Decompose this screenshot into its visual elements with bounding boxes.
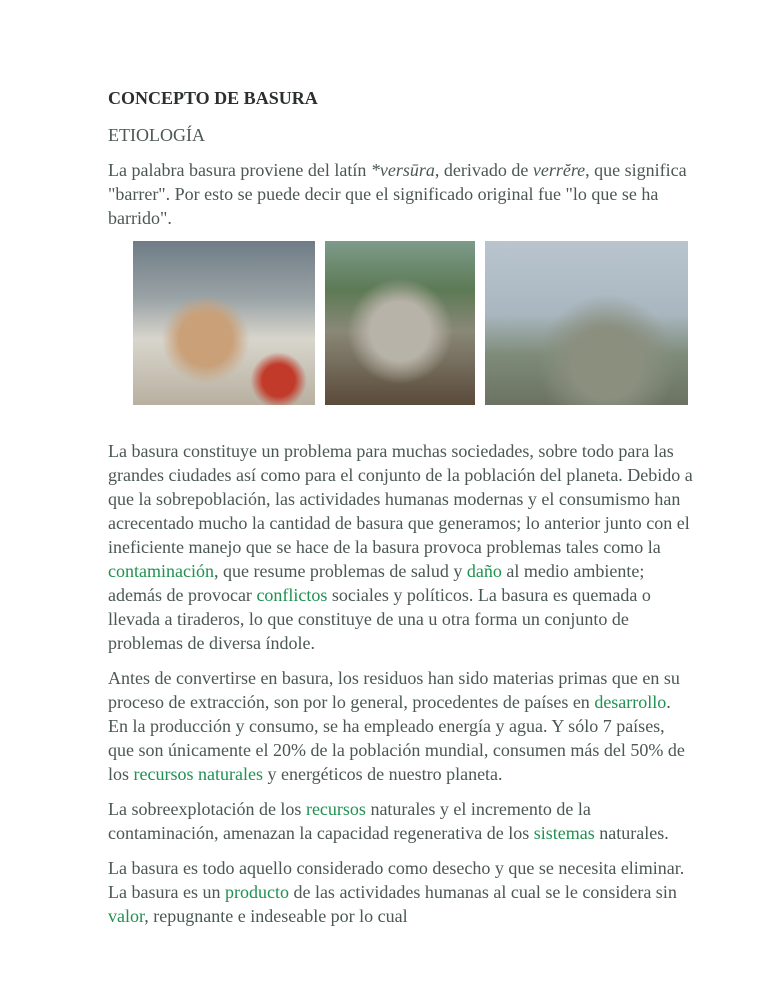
paragraph <box>108 797 694 845</box>
paragraph <box>108 856 694 928</box>
text-segment: La basura es todo aquello considerado como desecho y que se necesita eliminar. La basura es un <box>108 858 685 902</box>
link-sistemas[interactable]: sistemas <box>533 823 595 843</box>
text-segment: sociales y políticos. La basura es quemada o llevada a tiraderos, lo que constituye de una u otra forma un conjunto de problemas de diversa índole. <box>108 585 651 653</box>
image-row <box>108 241 694 427</box>
text-segment: , derivado de <box>434 160 533 180</box>
italic-term: verrĕre <box>532 160 586 180</box>
text-segment: al medio ambiente; además de provocar <box>108 561 645 605</box>
text-segment: naturales y el incremento de la contaminación, amenazan la capacidad regenerativa de los <box>108 799 591 843</box>
link-contaminación[interactable]: contaminación <box>108 561 214 581</box>
italic-term: *versūra <box>370 160 435 180</box>
garbage-dump-photo <box>325 241 475 405</box>
garbage-street-photo <box>133 241 315 405</box>
paragraph <box>108 439 694 655</box>
link-daño[interactable]: daño <box>466 561 502 581</box>
text-segment: La sobreexplotación de los <box>108 799 306 819</box>
text-segment: Antes de convertirse en basura, los residuos han sido materias primas que en su proceso de extracción, son por lo general, procedentes de países en <box>108 668 680 712</box>
text-segment: , que resume problemas de salud y <box>213 561 467 581</box>
text-segment: La basura constituye un problema para muchas sociedades, sobre todo para las grandes ciudades así como para el conjunto de la población del planeta. Debido a que la sobrepoblación, las actividades humanas modernas y el consumismo han acrecentado mucho la cantidad de basura que generamos; lo anterior junto con el ineficiente manejo que se hace de la basura provoca problemas tales como la <box>108 441 693 557</box>
link-desarrollo[interactable]: desarrollo <box>594 692 667 712</box>
text-segment: de las actividades humanas al cual se le considera sin <box>288 882 677 902</box>
text-segment: y energéticos de nuestro planeta. <box>262 764 503 784</box>
document-title: CONCEPTO DE BASURA <box>108 88 318 108</box>
link-recursos-naturales[interactable]: recursos naturales <box>133 764 263 784</box>
document <box>108 86 694 939</box>
link-producto[interactable]: producto <box>224 882 289 902</box>
text-segment: La palabra basura proviene del latín <box>108 160 371 180</box>
text-segment: , repugnante e indeseable por lo cual <box>144 906 408 926</box>
text-segment: . En la producción y consumo, se ha empleado energía y agua. Y sólo 7 países, que son únicamente el 20% de la población mundial, consumen más del 50% de los <box>108 692 685 784</box>
text-segment: , que significa "barrer". Por esto se puede decir que el significado original fue "lo que se ha barrido". <box>108 160 687 228</box>
paragraph <box>108 666 694 786</box>
text-segment: naturales. <box>594 823 669 843</box>
section-heading: ETIOLOGÍA <box>108 125 205 145</box>
landfill-birds-photo <box>485 241 688 405</box>
link-conflictos[interactable]: conflictos <box>256 585 328 605</box>
link-valor[interactable]: valor <box>108 906 145 926</box>
link-recursos[interactable]: recursos <box>305 799 366 819</box>
body-text <box>108 439 694 928</box>
intro-paragraph <box>108 158 694 230</box>
